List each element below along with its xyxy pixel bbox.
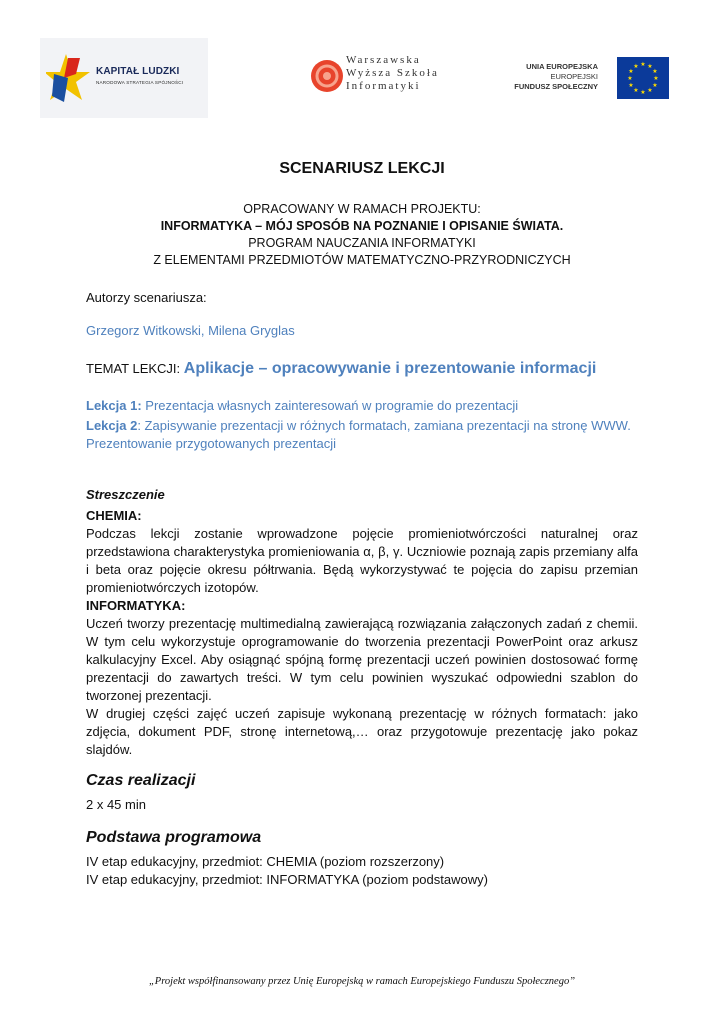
inf-text-1: Uczeń tworzy prezentację multimedialną zawierającą rozwiązania załączonych zadań z chemii. W tym celu wykorzystuje oprogramowanie do tworzenia prezentacji PowerPoint oraz arkusz kalkulacyjny Excel. Aby osiągnąć spójną formę prezentacji uczeń powinien dostosować formę prezentacji do zawartych treści. W tym celu powinien wyszukać odpowiedni szablon do tworzonej prezentacji. <box>86 616 638 703</box>
wwsi-line-3: Informatyki <box>346 80 421 92</box>
wwsi-line-2: Wyższa Szkoła <box>346 67 439 79</box>
lesson-1-label: Lekcja 1: <box>86 398 142 413</box>
svg-text:★: ★ <box>652 82 658 89</box>
inf-text-2: W drugiej części zajęć uczeń zapisuje wykonaną prezentację w różnych formatach: jako zdjęcia, dokument PDF, stronę internetową,… oraz przygotowuje prezentację jako pokaz slajdów. <box>86 706 638 757</box>
topic-value: Aplikacje – opracowywanie i prezentowanie informacji <box>183 360 597 377</box>
wwsi-line-1: Warszawska <box>346 54 421 66</box>
inf-label: INFORMATYKA: <box>86 598 186 613</box>
wwsi-logo <box>302 46 442 108</box>
svg-text:★: ★ <box>647 87 653 94</box>
eu-stars-icon <box>617 57 669 99</box>
topic <box>86 360 638 378</box>
project-line-1: OPRACOWANY W RAMACH PROJEKTU: <box>243 202 481 216</box>
footer-note: „Projekt współfinansowany przez Unię Europejską w ramach Europejskiego Funduszu Społecznego” <box>148 976 576 987</box>
curriculum-line-2: IV etap edukacyjny, przedmiot: INFORMATYKA (poziom podstawowy) <box>86 872 488 887</box>
authors-names: Grzegorz Witkowski, Milena Gryglas <box>86 323 295 338</box>
wwsi-emblem-icon <box>310 59 344 93</box>
svg-text:★: ★ <box>647 63 653 70</box>
project-line-2: INFORMATYKA – MÓJ SPOSÓB NA POZNANIE I OPISANIE ŚWIATA. <box>160 219 564 233</box>
topic-label: TEMAT LEKCJI: <box>86 361 184 376</box>
eu-line-1: UNIA EUROPEJSKA <box>526 62 598 71</box>
curriculum-line-1: IV etap edukacyjny, przedmiot: CHEMIA (poziom rozszerzony) <box>86 854 445 869</box>
svg-text:★: ★ <box>653 75 659 82</box>
time-value: 2 x 45 min <box>86 797 146 812</box>
svg-text:★: ★ <box>628 82 634 89</box>
chem-label: CHEMIA: <box>86 508 142 523</box>
project-line-3: PROGRAM NAUCZANIA INFORMATYKI <box>248 236 476 250</box>
curriculum-heading: Podstawa programowa <box>86 829 262 846</box>
svg-text:★: ★ <box>633 63 639 70</box>
chem-text: Podczas lekcji zostanie wprowadzone pojęcie promieniotwórczości naturalnej oraz przedstawiona charakterystyka promieniowania α, β, γ. Uczniowie poznają zapis przemiany alfa i beta oraz pojęcie okresu półtrwania. Będą wykorzystywać te pojęcia do zapisu przemian promieniotwórczych izotopów. <box>86 526 638 595</box>
svg-text:★: ★ <box>633 87 639 94</box>
summary-heading: Streszczenie <box>86 487 165 502</box>
page-title: SCENARIUSZ LEKCJI <box>279 160 445 177</box>
kapital-ludzki-title: KAPITAŁ LUDZKI <box>96 66 180 77</box>
svg-text:★: ★ <box>628 68 634 75</box>
authors-label: Autorzy scenariusza: <box>86 290 207 305</box>
svg-text:★: ★ <box>640 89 646 96</box>
kapital-ludzki-subtitle: NARODOWA STRATEGIA SPÓJNOŚCI <box>96 80 184 85</box>
eu-line-2: EUROPEJSKI <box>550 72 598 81</box>
kapital-ludzki-star-icon <box>46 44 96 114</box>
eu-flag-icon <box>617 57 669 99</box>
svg-text:★: ★ <box>640 61 646 68</box>
lesson-1-text: Prezentacja własnych zainteresowań w programie do prezentacji <box>141 398 519 413</box>
lesson-2 <box>86 417 638 453</box>
project-line-4: Z ELEMENTAMI PRZEDMIOTÓW MATEMATYCZNO-PRZYRODNICZYCH <box>153 253 571 267</box>
lesson-1 <box>86 397 638 415</box>
svg-text:★: ★ <box>627 75 633 82</box>
lesson-2-text: : Zapisywanie prezentacji w różnych formatach, zamiana prezentacji na stronę WWW. Prezentowanie przygotowanych prezentacji <box>86 418 631 451</box>
time-heading: Czas realizacji <box>86 772 196 789</box>
lesson-2-label: Lekcja 2 <box>86 418 138 433</box>
svg-text:★: ★ <box>652 68 658 75</box>
eu-line-3: FUNDUSZ SPOŁECZNY <box>514 82 598 91</box>
eu-logo-text <box>514 62 598 92</box>
kapital-ludzki-logo <box>40 38 208 118</box>
